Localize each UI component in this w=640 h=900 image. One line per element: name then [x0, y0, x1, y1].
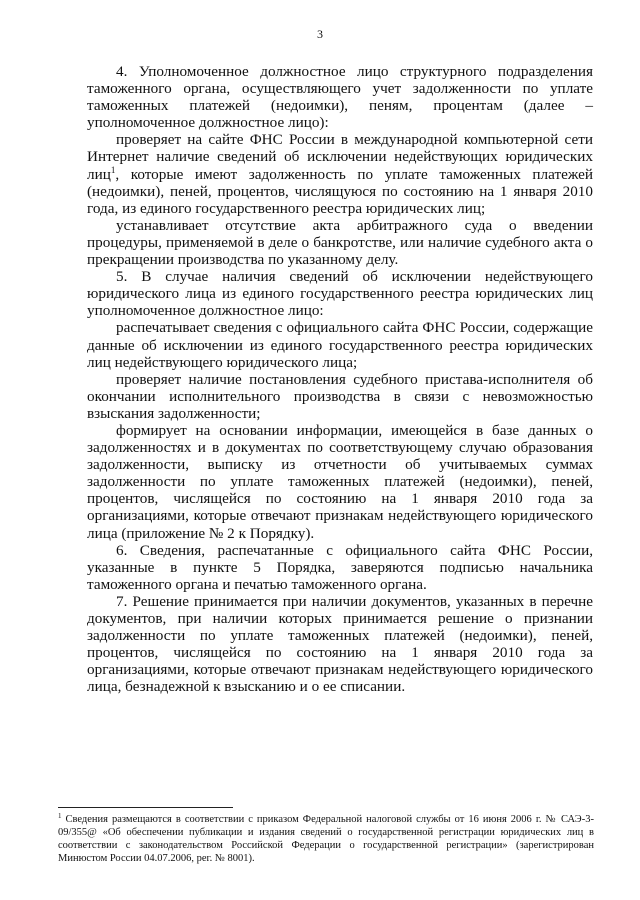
paragraph-4-arbitration: устанавливает отсутствие акта арбитражного суда о введении процедуры, применяемой в деле о банкротстве, или наличие судебного акта о прекращении производства по указанному делу.: [87, 216, 593, 269]
paragraph-5-print: распечатывает сведения с официального сайта ФНС России, содержащие данные об исключении из единого государственного реестра юридических лиц недействующего юридического лица;: [87, 319, 593, 371]
paragraph-5: 5. В случае наличия сведений об исключении недействующего юридического лица из единого государственного реестра юридических лиц уполномоченное должностное лицо:: [87, 268, 593, 320]
footnote: [58, 813, 594, 865]
paragraph-4-check-fns-text: проверяет на сайте ФНС России в международной компьютерной сети Интернет наличие сведений об исключении недействующих юридических лиц: [87, 131, 593, 183]
footnote-text: Сведения размещаются в соответствии с приказом Федеральной налоговой службы от 16 июня 2006 г. № САЭ-3-09/355@ «Об обеспечении публикации и издания сведений о государственной регистрации юридических лиц в соответствии с законодательством Российской Федерации о государственной регистрации» (зарегистрирован Минюстом России 04.07.2006, рег. № 8001).: [58, 814, 594, 864]
paragraph-4-check-fns: [87, 131, 593, 216]
paragraph-7: 7. Решение принимается при наличии документов, указанных в перечне документов, при наличии которых принимается решение о признании задолженности по уплате таможенных платежей (недоимки), пеней, процентов, числящейся по состоянию на 1 января 2010 года за организациями, которые отвечают признакам недействующего юридического лица, безнадежной к взысканию и о ее списании.: [87, 592, 593, 696]
paragraph-5-check-bailiff: проверяет наличие постановления судебного пристава-исполнителя об окончании исполнительного производства в связи с невозможностью взыскания задолженности;: [87, 370, 593, 422]
footnote-reference[interactable]: 1: [110, 164, 116, 175]
paragraph-5-form-extract: формирует на основании информации, имеющейся в базе данных о задолженностях и в документах по соответствующему случаю образования задолженности, выписку из отчетности об учитываемых суммах задолженности по уплате таможенных платежей (недоимки), пеней, процентов, числящейся по состоянию на 1 января 2010 года за организациями, которые отвечают признакам недействующего юридического лица (приложение № 2 к Порядку).: [87, 421, 593, 542]
footnote-divider: [58, 807, 233, 808]
document-body: [87, 63, 593, 695]
paragraph-4-check-fns-continuation: , которые имеют задолженность по уплате таможенных платежей (недоимки), пеней, процентов, числящуюся по состоянию на 1 января 2010 года, из единого государственного реестра юридических лиц;: [87, 165, 593, 217]
page-number: 3: [317, 27, 323, 41]
paragraph-6: 6. Сведения, распечатанные с официального сайта ФНС России, указанные в пункте 5 Порядка, заверяются подписью начальника таможенного органа и печатью таможенного органа.: [87, 541, 593, 593]
footnote-marker: 1: [58, 811, 62, 820]
paragraph-4: 4. Уполномоченное должностное лицо структурного подразделения таможенного органа, осуществляющего учет задолженности по уплате таможенных платежей (недоимки), пеням, процентам (далее – уполномоченное должностное лицо):: [87, 63, 593, 132]
